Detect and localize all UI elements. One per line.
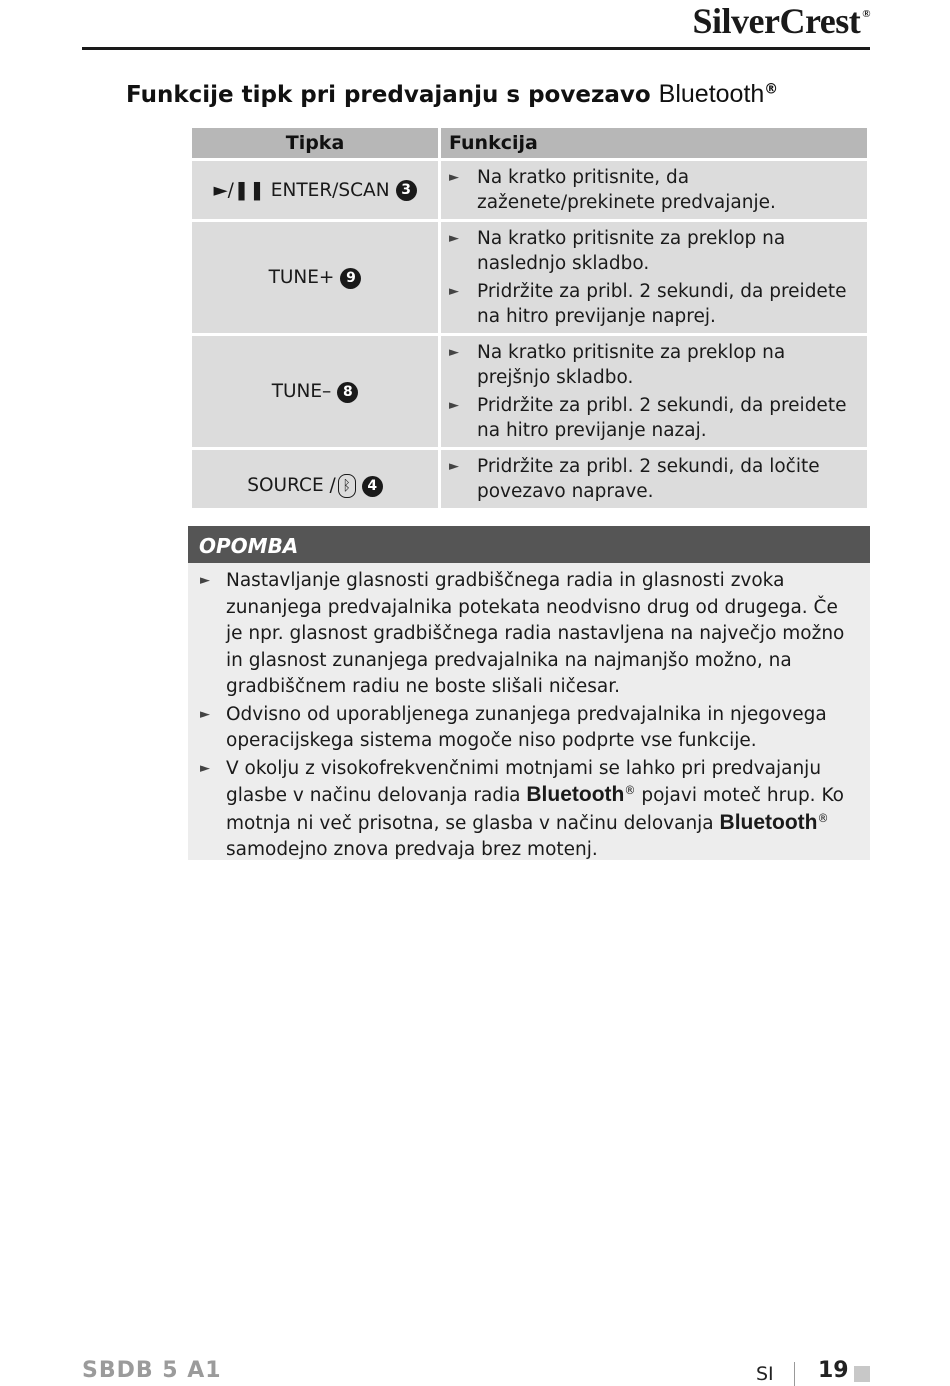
list-item: ► Pridržite za pribl. 2 sekundi, da ločite povezavo naprave. <box>449 456 820 502</box>
bullet-arrow-icon: ► <box>449 398 459 413</box>
key-cell <box>191 160 440 221</box>
key-label: ENTER/SCAN <box>270 179 390 201</box>
list-item: ► Pridržite za pribl. 2 sekundi, da preidete na hitro previjanje nazaj. <box>449 395 847 441</box>
page-number: 19 <box>818 1358 849 1383</box>
list-item: ► Pridržite za pribl. 2 sekundi, da preidete na hitro previjanje naprej. <box>449 281 847 327</box>
key-number-badge: 4 <box>362 476 383 497</box>
footer-language: SI <box>756 1363 774 1385</box>
list-item: ► Na kratko pritisnite za preklop na prejšnjo skladbo. <box>449 342 786 388</box>
key-label: TUNE+ <box>268 267 335 288</box>
bluetooth-icon: ᛒ <box>338 474 356 498</box>
function-cell <box>440 160 869 221</box>
list-item: ► V okolju z visokofrekvenčnimi motnjami se lahko pri predvajanju glasbe v načinu delovanja radia Bluetooth® pojavi moteč hrup. Ko motnja ni več prisotna, se glasba v načinu delovanja Bluetooth® samodejno znova predvaja brez motenj. <box>200 757 844 860</box>
column-header-function: Funkcija <box>440 127 869 160</box>
bullet-arrow-icon: ► <box>449 459 459 474</box>
bullet-arrow-icon: ► <box>449 170 459 185</box>
key-number-badge: 8 <box>337 382 358 403</box>
note-body <box>188 563 870 864</box>
footer-model: SBDB 5 A1 <box>82 1358 222 1383</box>
bullet-arrow-icon: ► <box>449 284 459 299</box>
function-cell <box>440 449 869 510</box>
bullet-arrow-icon: ► <box>200 706 210 722</box>
function-cell <box>440 335 869 449</box>
note-title: OPOMBA <box>188 526 870 563</box>
key-cell <box>191 221 440 335</box>
bullet-arrow-icon: ► <box>449 345 459 360</box>
bullet-arrow-icon: ► <box>449 231 459 246</box>
table-header-row <box>191 127 869 160</box>
table-row <box>191 449 869 510</box>
key-cell <box>191 449 440 510</box>
brand-logo <box>692 0 870 42</box>
bluetooth-wordmark: Bluetooth <box>719 810 818 834</box>
list-item: ► Nastavljanje glasnosti gradbiščnega radia in glasnosti zvoka zunanjega predvajalnika potekata neodvisno drug od drugega. Če je npr. glasnost gradbiščnega radia nastavljena na največjo možno in glasnost zunanjega predvajalnika na najmanjšo možno, na gradbiščnem radiu ne boste slišali ničesar. <box>200 570 845 697</box>
brand-reg-mark: ® <box>862 8 870 20</box>
column-header-key: Tipka <box>191 127 440 160</box>
play-pause-icon: ►/❚❚ <box>213 179 265 201</box>
list-item: ► Odvisno od uporabljenega zunanjega predvajalnika in njegovega operacijskega sistema mogoče niso podprte vse funkcije. <box>200 703 827 751</box>
function-cell <box>440 221 869 335</box>
brand-name: SilverCrest <box>692 1 861 41</box>
list-item: ► Na kratko pritisnite za preklop na naslednjo skladbo. <box>449 228 786 274</box>
key-number-badge: 9 <box>340 268 361 289</box>
section-heading: Funkcije tipk pri predvajanju s povezavo Bluetooth® <box>126 80 779 108</box>
table-row <box>191 335 869 449</box>
key-number-badge: 3 <box>396 180 417 201</box>
bluetooth-wordmark: Bluetooth <box>526 783 625 806</box>
bluetooth-wordmark: Bluetooth <box>658 80 765 108</box>
table-row <box>191 160 869 221</box>
bullet-arrow-icon: ► <box>200 573 210 588</box>
table-row <box>191 221 869 335</box>
key-label: SOURCE / <box>247 475 336 496</box>
key-label: TUNE– <box>271 381 332 402</box>
key-cell <box>191 335 440 449</box>
bullet-arrow-icon: ► <box>200 760 210 776</box>
page-marker <box>854 1366 870 1382</box>
footer-divider <box>794 1362 795 1386</box>
note-box <box>188 526 870 860</box>
list-item: ► Na kratko pritisnite, da zaženete/prekinete predvajanje. <box>449 167 776 213</box>
header-rule <box>82 47 870 50</box>
key-functions-table <box>189 125 870 511</box>
